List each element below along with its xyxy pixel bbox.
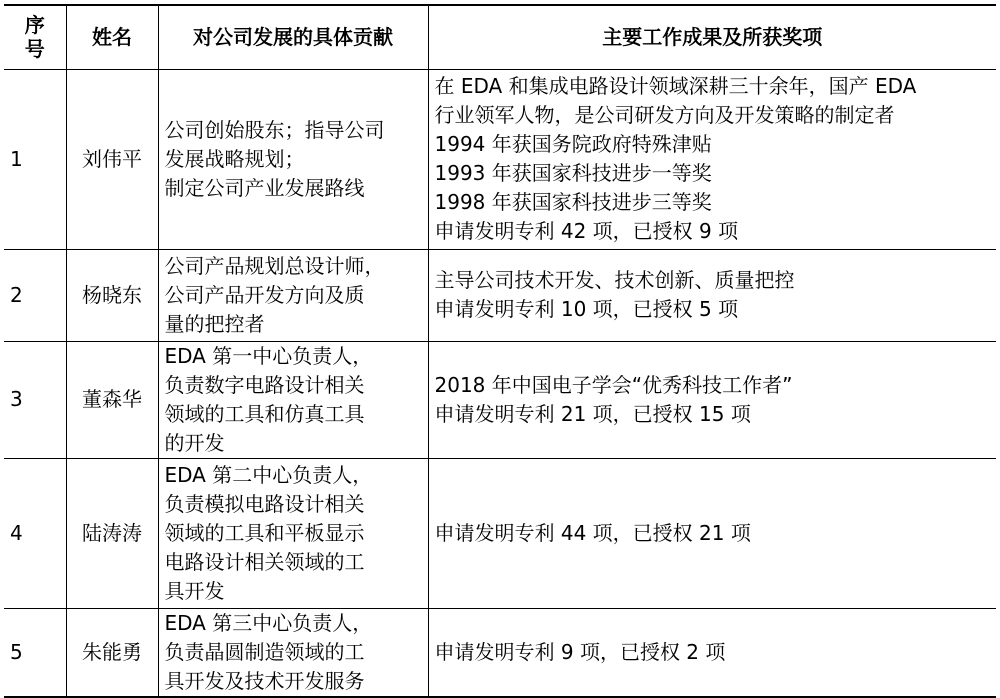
person-name: 杨晓东	[66, 249, 158, 341]
contribution-cell	[158, 608, 428, 697]
contribution-line: 负责模拟电路设计相关	[164, 491, 365, 516]
contribution-line: 发展战略规划；	[164, 146, 305, 171]
row-number: 1	[4, 69, 66, 249]
achievement-line: 申请发明专利 10 项，已授权 5 项	[434, 297, 739, 321]
contribution-line: 电路设计相关领域的工	[164, 549, 365, 574]
achievement-line: 申请发明专利 21 项，已授权 15 项	[434, 401, 751, 426]
row-number: 5	[4, 608, 66, 697]
contribution-cell	[158, 458, 428, 608]
person-name: 朱能勇	[66, 608, 158, 697]
contribution-line: 负责数字电路设计相关	[164, 372, 365, 397]
contribution-line: 的开发	[164, 430, 225, 455]
contribution-line: 制定公司产业发展路线	[164, 175, 365, 200]
header-no	[4, 5, 66, 69]
contribution-line: 量的把控者	[164, 311, 265, 336]
row-number: 4	[4, 458, 66, 608]
contribution-cell	[158, 69, 428, 249]
header-contribution: 对公司发展的具体贡献	[158, 5, 428, 69]
contribution-line: EDA 第三中心负责人，	[164, 610, 373, 635]
table-row	[4, 249, 996, 341]
contribution-cell	[158, 341, 428, 458]
header-name: 姓名	[66, 5, 158, 69]
table-row	[4, 458, 996, 608]
table-row	[4, 608, 996, 697]
row-number: 2	[4, 249, 66, 341]
header-row	[4, 5, 996, 69]
achievement-line: 1993 年获国家科技进步一等奖	[434, 161, 712, 185]
person-name: 董森华	[66, 341, 158, 458]
achievement-line: 主导公司技术开发、技术创新、质量把控	[434, 268, 795, 292]
table-row	[4, 341, 996, 458]
achievement-line: 行业领军人物，是公司研发方向及开发策略的制定者	[434, 103, 895, 127]
row-number: 3	[4, 341, 66, 458]
contribution-line: 具开发及技术开发服务	[164, 668, 365, 693]
table-row	[4, 69, 996, 249]
achievement-line: 在 EDA 和集成电路设计领域深耕三十余年，国产 EDA	[434, 74, 917, 98]
achievements-table	[4, 4, 996, 698]
achievements-cell	[428, 341, 996, 458]
achievement-line: 申请发明专利 44 项，已授权 21 项	[434, 520, 751, 545]
contribution-line: 负责晶圆制造领域的工	[164, 639, 365, 664]
contribution-line: 公司产品开发方向及质	[164, 282, 365, 307]
contribution-line: 领域的工具和平板显示	[164, 520, 365, 545]
achievements-cell	[428, 69, 996, 249]
achievement-line: 2018 年中国电子学会“优秀科技工作者”	[434, 372, 793, 397]
contribution-line: 领域的工具和仿真工具	[164, 401, 365, 426]
achievement-line: 1998 年获国家科技进步三等奖	[434, 190, 712, 214]
person-name: 刘伟平	[66, 69, 158, 249]
achievements-cell	[428, 458, 996, 608]
achievement-line: 申请发明专利 42 项，已授权 9 项	[434, 219, 739, 243]
achievement-line: 申请发明专利 9 项，已授权 2 项	[434, 639, 726, 664]
header-achievements: 主要工作成果及所获奖项	[428, 5, 996, 69]
header-no-line2: 号	[24, 37, 45, 62]
contribution-line: 公司创始股东；指导公司	[164, 117, 385, 142]
contribution-line: EDA 第一中心负责人，	[164, 343, 373, 368]
header-no-line1: 序	[24, 13, 45, 38]
achievements-cell	[428, 608, 996, 697]
person-name: 陆涛涛	[66, 458, 158, 608]
achievements-cell	[428, 249, 996, 341]
contribution-line: 具开发	[164, 578, 225, 603]
achievement-line: 1994 年获国务院政府特殊津贴	[434, 132, 712, 156]
contribution-line: EDA 第二中心负责人，	[164, 462, 373, 487]
contribution-cell	[158, 249, 428, 341]
contribution-line: 公司产品规划总设计师，	[164, 253, 385, 278]
table-body	[4, 69, 996, 697]
